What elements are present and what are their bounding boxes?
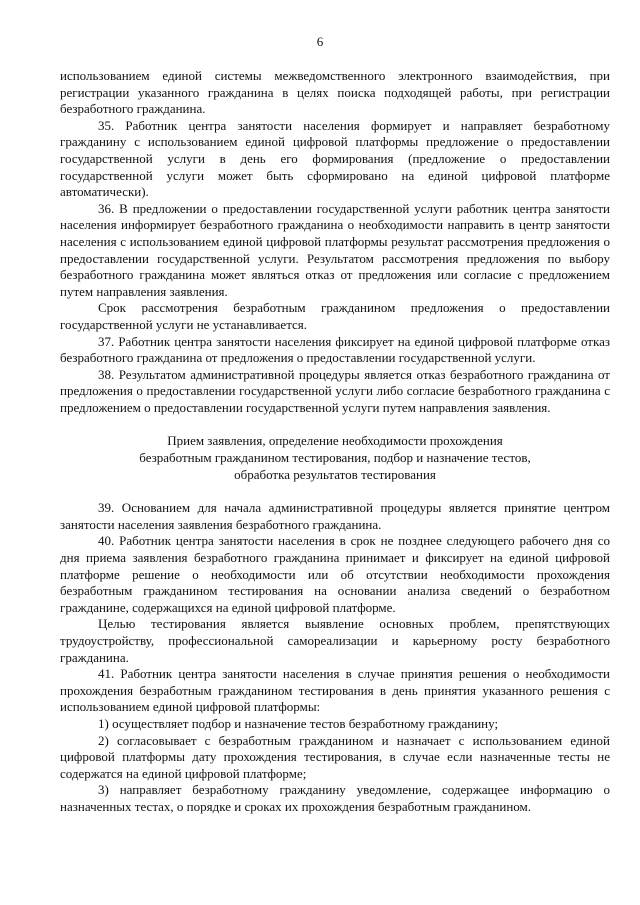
paragraph-40-purpose: Целью тестирования является выявление основных проблем, препятствующих трудоустройству, профессиональной самореализации и карьерному росту безработного гражданина. [60,616,610,665]
document-body [60,68,610,816]
paragraph-continuation: использованием единой системы межведомственного электронного взаимодействия, при регистрации указанного гражданина в целях поиска подходящей работы, при регистрации безработного гражданина. [60,68,610,117]
list-item-41-2: 2) согласовывает с безработным гражданином и назначает с использованием единой цифровой платформы дату прохождения тестирования, в случае если назначенные тесты не содержатся на единой цифровой платформе; [60,732,610,781]
paragraph-41: 41. Работник центра занятости населения в случае принятия решения о необходимости прохождения безработным гражданином тестирования в день принятия указанного решения с использованием единой цифровой платформы: [60,666,610,715]
list-item-41-3: 3) направляет безработному гражданину уведомление, содержащее информацию о назначенных тестах, о порядке и сроках их прохождения безработным гражданином. [60,782,610,814]
list-item-41-1: 1) осуществляет подбор и назначение тестов безработному гражданину; [98,715,499,731]
paragraph-38: 38. Результатом административной процедуры является отказ безработного гражданина от предложения о предоставлении государственной услуги либо согласие безработного гражданина с предложением о предоставлении государственной услуги путем направления заявления. [60,366,610,415]
paragraph-39: 39. Основанием для начала административной процедуры является принятие центром занятости населения заявления безработного гражданина. [60,500,610,532]
section-heading [60,433,610,483]
section-heading-line: обработка результатов тестирования [234,466,436,482]
section-heading-line: безработным гражданином тестирования, подбор и назначение тестов, [139,450,531,466]
page-number: 6 [316,34,324,49]
paragraph-36-term: Срок рассмотрения безработным гражданином предложения о предоставлении государственной услуги не устанавливается. [60,300,610,332]
section-heading-line: Прием заявления, определение необходимости прохождения [167,433,503,449]
paragraph-36: 36. В предложении о предоставлении государственной услуги работник центра занятости населения информирует безработного гражданина о необходимости направить в центр занятости населения с использованием единой цифровой платформы результат рассмотрения предложения о предоставлении государственной услуги. Результатом рассмотрения предложения по выбору безработного гражданина может являться отказ от предложения или согласие с предложением путем направления заявления. [60,200,610,299]
paragraph-37: 37. Работник центра занятости населения фиксирует на единой цифровой платформе отказ безработного гражданина от предложения о предоставлении государственной услуги. [60,333,610,366]
paragraph-35: 35. Работник центра занятости населения формирует и направляет безработному гражданину с использованием единой цифровой платформы предложение о предоставлении государственной услуги в день его формирования (предложение о предоставлении государственной услуги может быть сформировано на единой цифровой платформе автоматически). [60,117,610,200]
paragraph-40: 40. Работник центра занятости населения в срок не позднее следующего рабочего дня со дня приема заявления безработного гражданина принимает и фиксирует на единой цифровой платформе решение о необходимости или об отсутствии необходимости прохождения безработным гражданином тестирования на основании анализа сведений о безработном гражданине, содержащихся на единой цифровой платформе. [60,533,610,615]
